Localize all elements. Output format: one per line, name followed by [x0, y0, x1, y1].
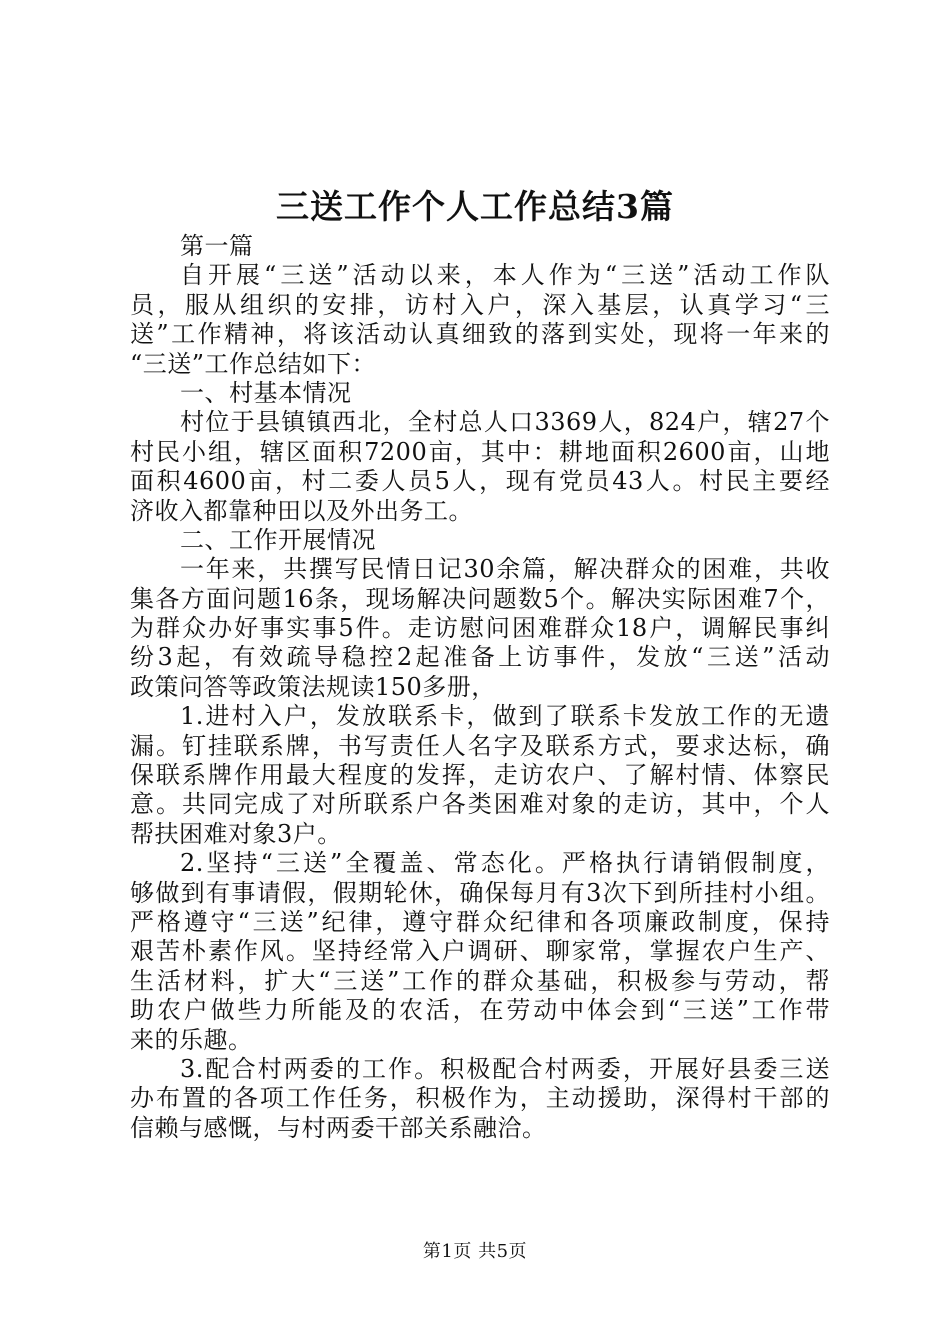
text-line: 二、工作开展情况: [180, 525, 376, 554]
text-line: “三送”工作总结如下：: [130, 349, 377, 378]
text-line: 助农户做些力所能及的农活，在劳动中体会到“三送”工作带: [130, 996, 830, 1025]
text-line: 面积4600亩，村二委人员5人，现有党员43人。村民主要经: [130, 467, 830, 496]
text-line: 生活材料，扩大“三送”工作的群众基础，积极参与劳动，帮: [130, 966, 830, 995]
document-title: 三送工作个人工作总结3篇: [276, 187, 674, 226]
text-line: 济收入都靠种田以及外出务工。: [130, 496, 473, 525]
page-footer: 第1页 共5页: [422, 1241, 528, 1262]
text-line: 漏。钉挂联系牌，书写责任人名字及联系方式，要求达标，确: [130, 731, 830, 760]
text-line: 1.进村入户，发放联系卡，做到了联系卡发放工作的无遗: [180, 702, 830, 731]
text-line: 员，服从组织的安排，访村入户，深入基层，认真学习“三: [130, 290, 830, 319]
text-line: 严格遵守“三送”纪律，遵守群众纪律和各项廉政制度，保持: [130, 907, 830, 936]
text-line: 自开展“三送”活动以来，本人作为“三送”活动工作队: [180, 261, 830, 290]
text-line: 意。共同完成了对所联系户各类困难对象的走访，其中，个人: [130, 790, 830, 819]
text-line: 艰苦朴素作风。坚持经常入户调研、聊家常，掌握农户生产、: [130, 937, 830, 966]
text-line: 来的乐趣。: [130, 1025, 253, 1054]
text-line: 够做到有事请假，假期轮休，确保每月有3次下到所挂村小组。: [130, 878, 830, 907]
text-line: 保联系牌作用最大程度的发挥，走访农户、了解村情、体察民: [130, 761, 830, 790]
text-line: 为群众办好事实事5件。走访慰问困难群众18户，调解民事纠: [130, 614, 830, 643]
text-line: 办布置的各项工作任务，积极作为，主动援助，深得村干部的: [130, 1084, 830, 1113]
text-line: 2.坚持“三送”全覆盖、常态化。严格执行请销假制度，: [180, 849, 830, 878]
text-line: 3.配合村两委的工作。积极配合村两委，开展好县委三送: [180, 1054, 830, 1083]
text-line: 信赖与感慨，与村两委干部关系融洽。: [130, 1113, 547, 1142]
text-line: 村民小组，辖区面积7200亩，其中：耕地面积2600亩，山地: [130, 437, 830, 466]
text-line: 政策问答等政策法规读150多册，: [130, 672, 496, 701]
text-line: 纷3起，有效疏导稳控2起准备上访事件，发放“三送”活动: [130, 643, 830, 672]
text-line: 帮扶困难对象3户。: [130, 819, 342, 848]
document-body: [130, 232, 830, 1143]
text-line: 送”工作精神，将该活动认真细致的落到实处，现将一年来的: [130, 320, 830, 349]
text-line: 村位于县镇镇西北，全村总人口3369人，824户，辖27个: [180, 408, 830, 437]
text-line: 集各方面问题16条，现场解决问题数5个。解决实际困难7个，: [130, 584, 830, 613]
text-line: 第一篇: [180, 232, 254, 260]
text-line: 一、村基本情况: [180, 378, 352, 407]
text-line: 一年来，共撰写民情日记30余篇，解决群众的困难，共收: [180, 555, 830, 584]
